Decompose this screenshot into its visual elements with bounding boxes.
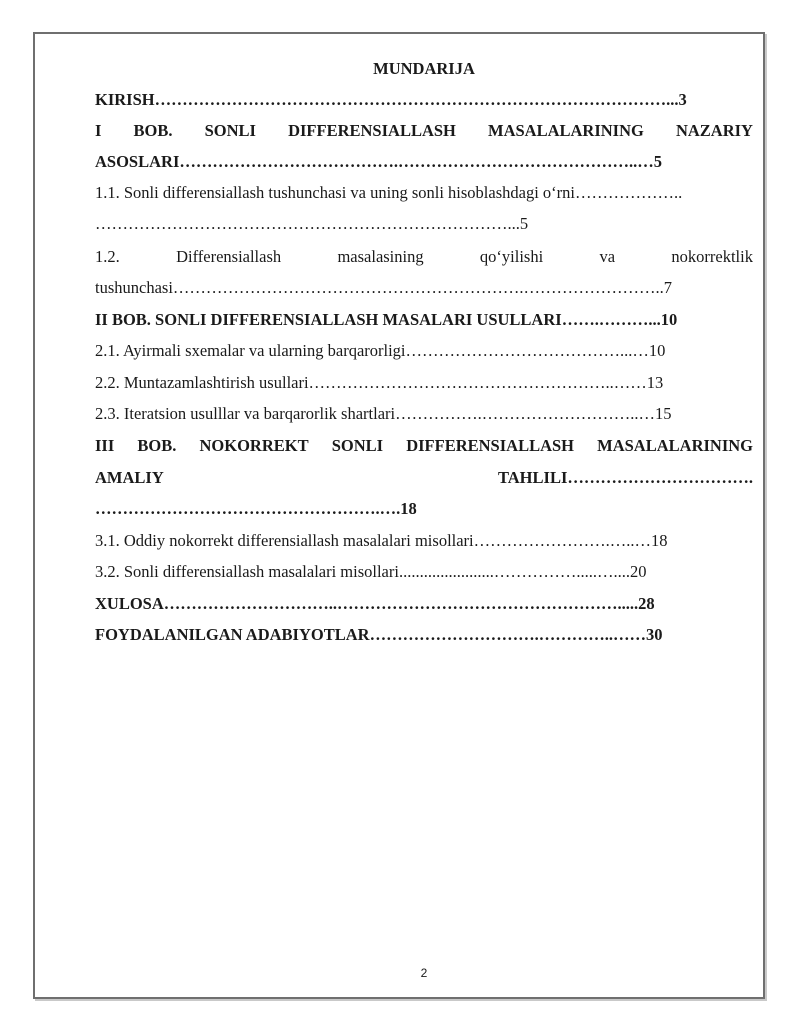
toc-word: masalasining (337, 247, 424, 266)
toc-word: BOB. (137, 436, 177, 455)
toc-word: nokorrektlik (671, 247, 753, 266)
toc-xulosa: XULOSA…………………………..…………………………………………….....28 (95, 594, 655, 613)
toc-bob1-line1 (95, 120, 753, 142)
page-number: 2 (420, 966, 428, 980)
toc-kirish: KIRISH…………………………………………………………………………………...3 (95, 90, 687, 109)
toc-word: SONLI (204, 121, 256, 140)
toc-word: va (599, 247, 616, 266)
toc-word: MASALALARINING (488, 121, 644, 140)
toc-word: DIFFERENSIALLASH (288, 121, 456, 140)
toc-section-3-1: 3.1. Oddiy nokorrekt differensiallash masalalari misollari…………………….…..…18 (95, 531, 668, 550)
toc-word: III (95, 436, 115, 455)
toc-word: 1.2. (95, 247, 120, 266)
toc-bob3-line2 (95, 467, 753, 489)
toc-bob2: II BOB. SONLI DIFFERENSIALLASH MASALARI USULLARI…….………...10 (95, 310, 678, 329)
toc-word: qo‘yilishi (479, 247, 544, 266)
toc-section-1-2-line2: tushunchasi……………………………………………………….……………………..7 (95, 278, 673, 297)
toc-word: NOKORREKT (199, 436, 309, 455)
toc-word: Differensiallash (176, 247, 282, 266)
toc-word: TAHLILI……………………………. (497, 468, 753, 487)
toc-word: MASALALARINING (597, 436, 753, 455)
page-title: MUNDARIJA (373, 59, 475, 78)
toc-foydalanilgan-adabiyotlar: FOYDALANILGAN ADABIYOTLAR………………………….…………..……30 (95, 625, 663, 644)
toc-section-1-1-line2: …………………………………………………………………...5 (95, 214, 529, 233)
toc-section-3-2: 3.2. Sonli differensiallash masalalari misollari.......................…………….....…....20 (95, 562, 647, 581)
toc-section-1-2-line1 (95, 246, 753, 268)
toc-word: AMALIY (95, 468, 164, 487)
toc-word: NAZARIY (675, 121, 753, 140)
toc-section-2-3: 2.3. Iteratsion usulllar va barqarorlik shartlari…………….………………………..…15 (95, 404, 672, 423)
toc-bob1-line2: ASOSLARI………………………………….……………………………………..…5 (95, 152, 662, 171)
toc-word: I (95, 121, 102, 140)
toc-bob3-line3: …………………………………………….….18 (95, 499, 417, 518)
toc-word: SONLI (331, 436, 384, 455)
toc-section-1-1-line1: 1.1. Sonli differensiallash tushunchasi va uning sonli hisoblashdagi o‘rni……………….. (95, 183, 683, 202)
toc-section-2-1: 2.1. Ayirmali sxemalar va ularning barqarorligi…………………………………...…10 (95, 341, 666, 360)
toc-section-2-2: 2.2. Muntazamlashtirish usullari………………………………………………..……13 (95, 373, 664, 392)
toc-bob3-line1 (95, 435, 753, 457)
toc-word: DIFFERENSIALLASH (406, 436, 575, 455)
toc-word: BOB. (133, 121, 173, 140)
